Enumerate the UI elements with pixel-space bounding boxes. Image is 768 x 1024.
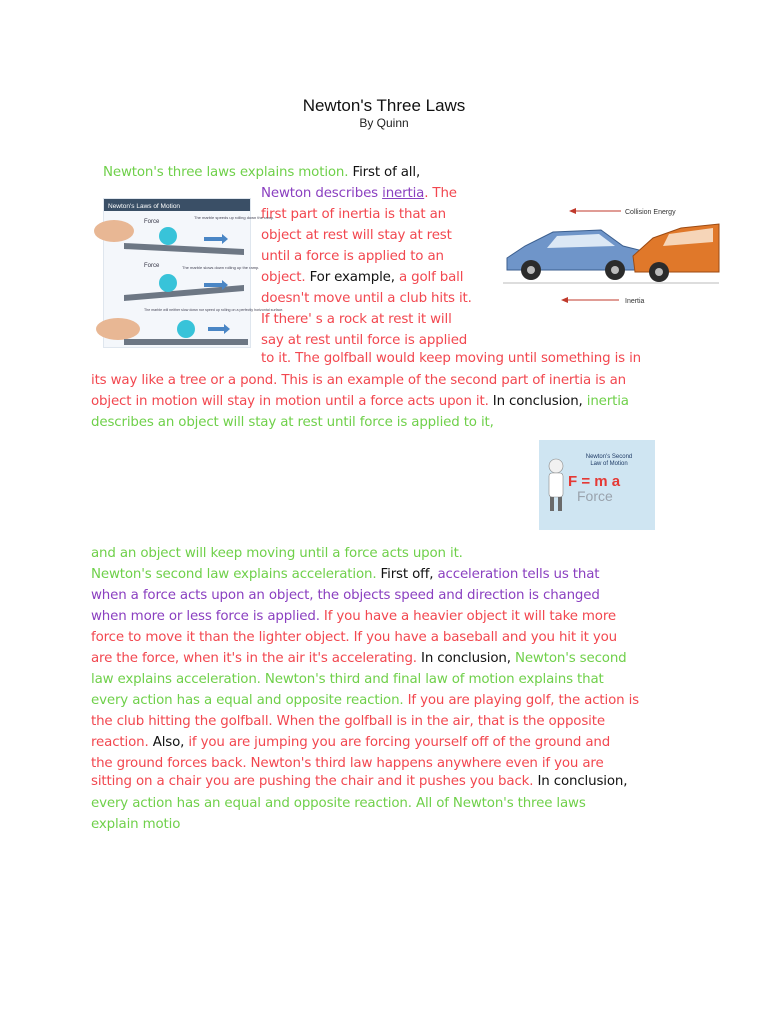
text-segment: First of all, — [352, 165, 421, 180]
caption-3: The marble will neither slow down nor speed up rolling on a perfectly horizontal surface. — [144, 308, 284, 312]
text-segment: sitting on a chair you are pushing the chair and it pushes you back. — [91, 774, 538, 789]
person-body-icon — [549, 473, 563, 497]
text-segment: object. — [261, 270, 310, 285]
body-line-14: and an object will keep moving until a force acts upon it. — [91, 546, 463, 561]
finger-icon — [96, 318, 140, 340]
body-line-11: its way like a tree or a pond. This is an example of the second part of inertia is an — [91, 373, 627, 388]
person-head-icon — [549, 459, 563, 473]
person-leg-icon — [550, 497, 554, 511]
text-segment: Newton's three laws explains motion. — [103, 165, 353, 180]
arrow-right-icon — [208, 324, 230, 334]
body-line-13: describes an object will stay at rest until force is applied to it, — [91, 415, 494, 430]
force-label: Force — [144, 263, 160, 269]
collision-energy-label: Collision Energy — [625, 209, 676, 216]
body-line-7: doesn't move until a club hits it. — [261, 291, 472, 306]
second-law-illustration — [539, 440, 655, 530]
text-segment: Newton's second law explains acceleration. — [91, 567, 381, 582]
heading-line-1: Newton's Second — [585, 454, 633, 460]
text-segment: . The — [424, 186, 457, 201]
laws-of-motion-illustration — [104, 199, 284, 347]
body-line-20: law explains acceleration. Newton's third and final law of motion explains that — [91, 672, 604, 687]
force-word: Force — [577, 488, 613, 504]
hubcap — [611, 266, 619, 274]
text-segment: In conclusion, — [492, 394, 587, 409]
collision-figure — [503, 198, 719, 316]
body-line-10: to it. The golfball would keep moving until something is in — [261, 351, 642, 366]
arrow-left-icon — [561, 297, 568, 303]
text-segment: If you are playing golf, the action is — [407, 693, 639, 708]
body-line-2 — [261, 183, 457, 204]
text-segment: a golf ball — [398, 270, 464, 285]
text-segment: Newton describes — [261, 186, 383, 201]
page-title: Newton's Three Laws — [302, 96, 466, 115]
body-line-17 — [91, 606, 616, 627]
caption-2: The marble slows down rolling up the ramp. — [182, 265, 260, 270]
body-line-5: until a force is applied to an — [261, 249, 444, 264]
text-segment: inertia — [586, 394, 629, 409]
text-segment: are the force, when it's in the air it's accelerating. — [91, 651, 422, 666]
finger-icon — [94, 220, 134, 242]
body-line-26: every action has an equal and opposite reaction. All of Newton's three laws — [91, 796, 586, 811]
marble-1 — [159, 227, 177, 245]
person-leg-icon — [558, 497, 562, 511]
hubcap — [655, 268, 663, 276]
body-line-19 — [91, 648, 627, 669]
text-segment: In conclusion, — [537, 774, 628, 789]
inertia-link[interactable]: inertia — [382, 186, 425, 201]
collision-illustration — [503, 198, 719, 316]
second-law-figure — [539, 440, 655, 530]
body-line-25 — [91, 771, 627, 792]
text-segment: If you have a heavier object it will take more — [323, 609, 616, 624]
text-segment: reaction. — [91, 735, 153, 750]
body-line-9: say at rest until force is applied — [261, 333, 468, 348]
text-segment: if you are jumping you are forcing yourself off of the ground and — [188, 735, 611, 750]
ramp-2 — [124, 285, 244, 301]
body-line-23 — [91, 732, 610, 753]
body-line-18: force to move it than the lighter object. If you have a baseball and you hit it you — [91, 630, 618, 645]
body-line-12 — [91, 391, 629, 412]
marble-2 — [159, 274, 177, 292]
marble-3 — [177, 320, 195, 338]
hubcap — [527, 266, 535, 274]
ramp-1 — [124, 243, 244, 255]
laws-of-motion-figure — [103, 198, 284, 348]
body-line-16: when a force acts upon an object, the objects speed and direction is changed — [91, 588, 600, 603]
arrow-left-icon — [569, 208, 576, 214]
body-line-8: If there' s a rock at rest it will — [261, 312, 452, 327]
text-segment: acceleration tells us that — [437, 567, 600, 582]
byline: By Quinn — [359, 116, 409, 130]
text-segment: First off, — [380, 567, 438, 582]
body-line-6 — [261, 267, 463, 288]
body-line-15 — [91, 564, 599, 585]
body-line-4: object at rest will stay at rest — [261, 228, 452, 243]
body-line-22: the club hitting the golfball. When the golfball is in the air, that is the opposite — [91, 714, 605, 729]
force-label: Force — [144, 219, 160, 225]
inertia-label: Inertia — [625, 298, 645, 305]
text-segment: every action has a equal and opposite reaction. — [91, 693, 408, 708]
body-line-1 — [103, 162, 420, 183]
text-segment: In conclusion, — [421, 651, 515, 666]
body-line-27: explain motio — [91, 817, 181, 832]
text-segment: Newton's second — [514, 651, 627, 666]
caption-1: The marble speeds up rolling down the ramp. — [194, 215, 275, 220]
text-segment: For example, — [309, 270, 399, 285]
text-segment: Also, — [152, 735, 189, 750]
body-line-24: the ground forces back. Newton's third law happens anywhere even if you are — [91, 756, 604, 771]
road — [503, 282, 719, 284]
text-segment: object in motion will stay in motion until a force acts upon it. — [91, 394, 493, 409]
body-line-3: first part of inertia is that an — [261, 207, 446, 222]
formula-text: F = m a — [568, 473, 621, 490]
heading-line-2: Law of Motion — [590, 461, 628, 467]
flat-surface — [124, 339, 248, 345]
figure-header-text: Newton's Laws of Motion — [108, 203, 181, 210]
body-line-21 — [91, 690, 639, 711]
arrow-right-icon — [204, 234, 228, 244]
text-segment: when more or less force is applied. — [91, 609, 324, 624]
